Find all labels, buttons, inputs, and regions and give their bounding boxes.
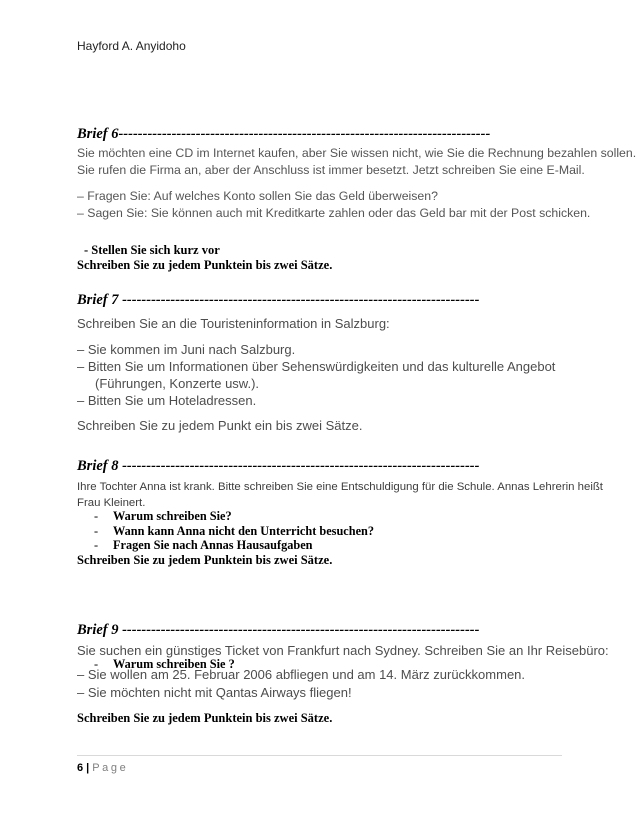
brief-8-instruction: Schreiben Sie zu jedem Punktein bis zwei Sätze. — [77, 553, 333, 567]
author-name: Hayford A. Anyidoho — [77, 39, 186, 53]
list-item — [94, 538, 374, 553]
brief-8-box-line: Ihre Tochter Anna ist krank. Bitte schreiben Sie eine Entschuldigung für die Schule. Annas Lehrerin heißt — [77, 481, 603, 493]
list-item-text: Warum schreiben Sie ? — [113, 657, 235, 671]
list-item — [94, 509, 374, 524]
brief-6-box-line: Sie möchten eine CD im Internet kaufen, aber Sie wissen nicht, wie Sie die Rechnung bezahlen sollen. — [77, 146, 637, 160]
page-label: Page — [92, 762, 129, 774]
bullet-marker: - — [94, 509, 99, 523]
brief-6-heading: Brief 6----------------------------------------------------------------------------- — [77, 126, 491, 142]
list-item-text: Wann kann Anna nicht den Unterricht besuchen? — [113, 523, 375, 538]
brief-7-box-line: Schreiben Sie an die Touristeninformation in Salzburg: — [77, 316, 390, 331]
brief-9-box-line: – Sie wollen am 25. Februar 2006 abfliegen und am 14. März zurückkommen. — [77, 667, 526, 682]
list-item-text: Fragen Sie nach Annas Hausaufgaben — [113, 538, 313, 552]
brief-8-box-line: Frau Kleinert. — [77, 497, 146, 509]
footer-separator: | — [86, 762, 90, 774]
brief-9-box-line: Sie suchen ein günstiges Ticket von Frankfurt nach Sydney. Schreiben Sie an Ihr Reisebüro: — [77, 643, 609, 658]
list-item — [94, 657, 235, 672]
brief-9-heading: Brief 9 -------------------------------------------------------------------------- — [77, 622, 480, 638]
list-item — [94, 524, 374, 539]
footer-divider — [77, 755, 562, 756]
list-item-text: Warum schreiben Sie? — [113, 509, 232, 523]
bullet-marker: - — [94, 657, 99, 671]
brief-7-box-line: – Bitten Sie um Informationen über Sehenswürdigkeiten und das kulturelle Angebot — [77, 359, 556, 374]
brief-6-instruction: Schreiben Sie zu jedem Punktein bis zwei Sätze. — [77, 258, 333, 272]
brief-9-box-line: – Sie möchten nicht mit Qantas Airways fliegen! — [77, 685, 352, 700]
brief-7-heading: Brief 7 -------------------------------------------------------------------------- — [77, 292, 480, 308]
brief-6-extra-point: - Stellen Sie sich kurz vor — [84, 243, 220, 257]
brief-8-heading: Brief 8 -------------------------------------------------------------------------- — [77, 458, 480, 474]
brief-6-box-line: Sie rufen die Firma an, aber der Anschluss ist immer besetzt. Jetzt schreiben Sie eine E-Mail. — [77, 163, 585, 177]
brief-7-box-line: – Bitten Sie um Hoteladressen. — [77, 393, 257, 408]
brief-7-box-line: Schreiben Sie zu jedem Punkt ein bis zwei Sätze. — [77, 418, 363, 433]
bullet-marker: - — [94, 538, 99, 552]
bullet-marker: - — [94, 523, 99, 538]
brief-7-box-line: – Sie kommen im Juni nach Salzburg. — [77, 342, 296, 357]
page-footer — [77, 762, 128, 774]
brief-8-points — [94, 509, 374, 553]
brief-9-points — [94, 657, 235, 672]
brief-6-box-line: – Fragen Sie: Auf welches Konto sollen Sie das Geld überweisen? — [77, 189, 438, 203]
page-number: 6 — [77, 762, 84, 774]
brief-6-box-line: – Sagen Sie: Sie können auch mit Kreditkarte zahlen oder das Geld bar mit der Post schicken. — [77, 206, 591, 220]
brief-7-box-line: (Führungen, Konzerte usw.). — [95, 376, 260, 391]
brief-9-instruction: Schreiben Sie zu jedem Punktein bis zwei Sätze. — [77, 711, 333, 725]
